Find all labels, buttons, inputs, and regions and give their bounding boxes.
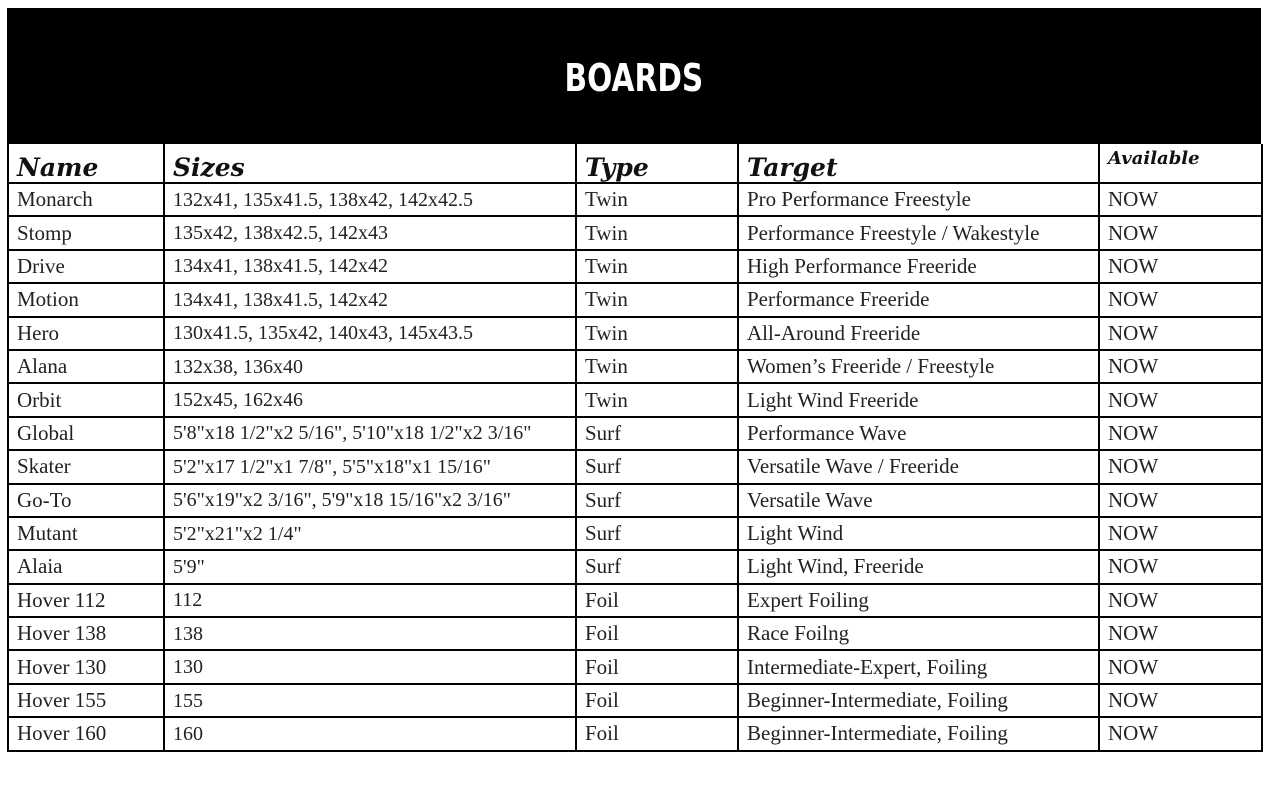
- cell-target: Expert Foiling: [738, 584, 1099, 617]
- cell-name: Motion: [8, 283, 164, 316]
- cell-sizes: 152x45, 162x46: [164, 383, 576, 416]
- cell-available: NOW: [1099, 584, 1262, 617]
- table-row: [8, 650, 1262, 683]
- cell-target: Versatile Wave: [738, 484, 1099, 517]
- table-row: [8, 216, 1262, 249]
- cell-sizes: 5'8"x18 1/2"x2 5/16", 5'10"x18 1/2"x2 3/16": [164, 417, 576, 450]
- cell-target: High Performance Freeride: [738, 250, 1099, 283]
- cell-type: Twin: [576, 250, 738, 283]
- cell-target: Performance Wave: [738, 417, 1099, 450]
- boards-sheet: [7, 8, 1261, 752]
- cell-sizes: 138: [164, 617, 576, 650]
- table-row: [8, 484, 1262, 517]
- cell-name: Hover 155: [8, 684, 164, 717]
- cell-target: Light Wind, Freeride: [738, 550, 1099, 583]
- cell-target: Light Wind: [738, 517, 1099, 550]
- cell-type: Foil: [576, 717, 738, 750]
- cell-type: Surf: [576, 550, 738, 583]
- cell-name: Mutant: [8, 517, 164, 550]
- table-row: [8, 517, 1262, 550]
- cell-type: Twin: [576, 317, 738, 350]
- cell-type: Surf: [576, 517, 738, 550]
- table-row: [8, 383, 1262, 416]
- cell-sizes: 5'6"x19"x2 3/16", 5'9"x18 15/16"x2 3/16": [164, 484, 576, 517]
- cell-name: Stomp: [8, 216, 164, 249]
- cell-type: Surf: [576, 450, 738, 483]
- cell-target: Women’s Freeride / Freestyle: [738, 350, 1099, 383]
- column-header-sizes: Sizes: [164, 144, 576, 183]
- table-row: [8, 717, 1262, 750]
- table-row: [8, 684, 1262, 717]
- table-row: [8, 283, 1262, 316]
- column-header-type: Type: [576, 144, 738, 183]
- page-title: BOARDS: [564, 56, 704, 100]
- cell-type: Surf: [576, 484, 738, 517]
- cell-target: Race Foilng: [738, 617, 1099, 650]
- cell-name: Hero: [8, 317, 164, 350]
- cell-name: Monarch: [8, 183, 164, 216]
- column-header-available: Available: [1099, 144, 1262, 183]
- cell-sizes: 132x38, 136x40: [164, 350, 576, 383]
- cell-sizes: 5'9": [164, 550, 576, 583]
- cell-type: Twin: [576, 183, 738, 216]
- cell-target: Light Wind Freeride: [738, 383, 1099, 416]
- cell-sizes: 5'2"x21"x2 1/4": [164, 517, 576, 550]
- cell-type: Twin: [576, 216, 738, 249]
- cell-type: Foil: [576, 584, 738, 617]
- cell-name: Skater: [8, 450, 164, 483]
- column-header-name: Name: [8, 144, 164, 183]
- cell-sizes: 5'2"x17 1/2"x1 7/8", 5'5"x18"x1 15/16": [164, 450, 576, 483]
- table-row: [8, 183, 1262, 216]
- table-row: [8, 617, 1262, 650]
- cell-available: NOW: [1099, 417, 1262, 450]
- cell-sizes: 130: [164, 650, 576, 683]
- table-row: [8, 317, 1262, 350]
- boards-table: [7, 144, 1263, 752]
- cell-type: Foil: [576, 650, 738, 683]
- cell-name: Alaia: [8, 550, 164, 583]
- table-row: [8, 350, 1262, 383]
- table-row: [8, 584, 1262, 617]
- cell-type: Twin: [576, 350, 738, 383]
- cell-name: Hover 160: [8, 717, 164, 750]
- table-row: [8, 250, 1262, 283]
- table-row: [8, 450, 1262, 483]
- table-row: [8, 417, 1262, 450]
- cell-available: NOW: [1099, 250, 1262, 283]
- cell-type: Twin: [576, 283, 738, 316]
- column-header-target: Target: [738, 144, 1099, 183]
- cell-available: NOW: [1099, 617, 1262, 650]
- cell-sizes: 134x41, 138x41.5, 142x42: [164, 250, 576, 283]
- cell-available: NOW: [1099, 550, 1262, 583]
- cell-available: NOW: [1099, 650, 1262, 683]
- cell-target: Pro Performance Freestyle: [738, 183, 1099, 216]
- cell-target: Performance Freeride: [738, 283, 1099, 316]
- cell-sizes: 134x41, 138x41.5, 142x42: [164, 283, 576, 316]
- cell-name: Drive: [8, 250, 164, 283]
- cell-sizes: 132x41, 135x41.5, 138x42, 142x42.5: [164, 183, 576, 216]
- cell-type: Foil: [576, 684, 738, 717]
- cell-available: NOW: [1099, 350, 1262, 383]
- cell-available: NOW: [1099, 517, 1262, 550]
- cell-available: NOW: [1099, 383, 1262, 416]
- cell-target: All-Around Freeride: [738, 317, 1099, 350]
- cell-type: Foil: [576, 617, 738, 650]
- table-row: [8, 550, 1262, 583]
- cell-target: Performance Freestyle / Wakestyle: [738, 216, 1099, 249]
- cell-sizes: 160: [164, 717, 576, 750]
- cell-available: NOW: [1099, 283, 1262, 316]
- cell-name: Global: [8, 417, 164, 450]
- cell-type: Surf: [576, 417, 738, 450]
- cell-target: Versatile Wave / Freeride: [738, 450, 1099, 483]
- cell-available: NOW: [1099, 216, 1262, 249]
- cell-available: NOW: [1099, 450, 1262, 483]
- cell-sizes: 155: [164, 684, 576, 717]
- cell-type: Twin: [576, 383, 738, 416]
- cell-sizes: 112: [164, 584, 576, 617]
- cell-available: NOW: [1099, 183, 1262, 216]
- cell-target: Intermediate-Expert, Foiling: [738, 650, 1099, 683]
- table-header-row: [8, 144, 1262, 183]
- cell-available: NOW: [1099, 684, 1262, 717]
- cell-available: NOW: [1099, 717, 1262, 750]
- cell-name: Orbit: [8, 383, 164, 416]
- cell-name: Alana: [8, 350, 164, 383]
- cell-name: Hover 112: [8, 584, 164, 617]
- cell-sizes: 135x42, 138x42.5, 142x43: [164, 216, 576, 249]
- cell-name: Hover 130: [8, 650, 164, 683]
- cell-target: Beginner-Intermediate, Foiling: [738, 717, 1099, 750]
- cell-sizes: 130x41.5, 135x42, 140x43, 145x43.5: [164, 317, 576, 350]
- title-banner: [7, 8, 1261, 144]
- cell-available: NOW: [1099, 317, 1262, 350]
- cell-available: NOW: [1099, 484, 1262, 517]
- cell-name: Hover 138: [8, 617, 164, 650]
- cell-target: Beginner-Intermediate, Foiling: [738, 684, 1099, 717]
- cell-name: Go-To: [8, 484, 164, 517]
